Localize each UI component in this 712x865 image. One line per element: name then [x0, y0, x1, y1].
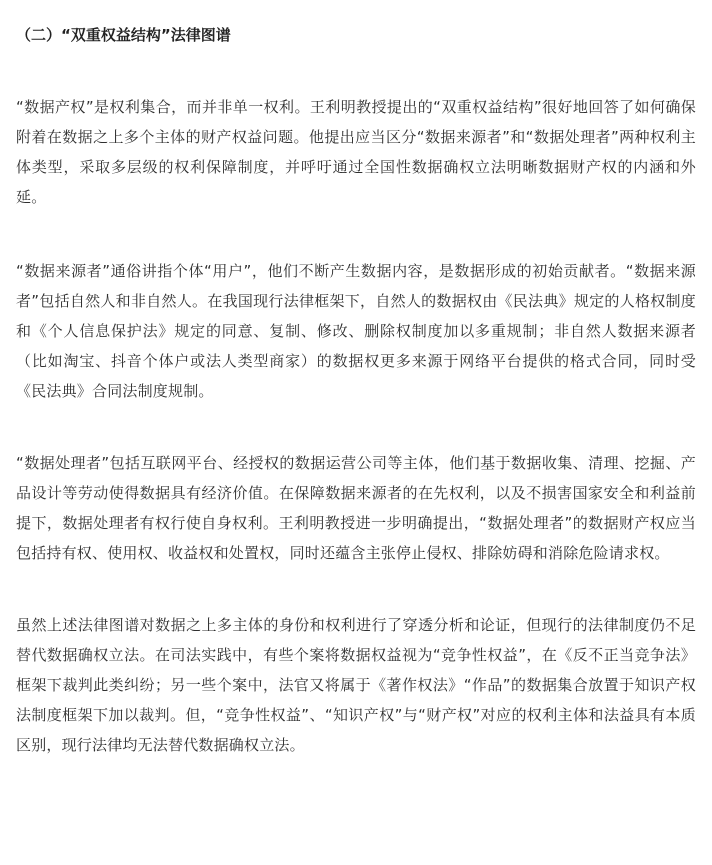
paragraph-legal-practice: 虽然上述法律图谱对数据之上多主体的身份和权利进行了穿透分析和论证，但现行的法律制度仍不足替代数据确权立法。在司法实践中，有些个案将数据权益视为“竞争性权益”，在《反不正当竞争法》框架下裁判此类纠纷；另一些个案中，法官又将属于《著作权法》“作品”的数据集合放置于知识产权法制度框架下加以裁判。但，“竞争性权益”、“知识产权”与“财产权”对应的权利主体和法益具有本质区别，现行法律均无法替代数据确权立法。 — [16, 616, 696, 754]
section-heading: （二）“双重权益结构”法律图谱 — [16, 26, 231, 44]
paragraph-data-source-party: “数据来源者”通俗讲指个体“用户”，他们不断产生数据内容，是数据形成的初始贡献者。“数据来源者”包括自然人和非自然人。在我国现行法律框架下，自然人的数据权由《民法典》规定的人格权制度和《个人信息保护法》规定的同意、复制、修改、删除权制度加以多重规制；非自然人数据来源者（比如淘宝、抖音个体户或法人类型商家）的数据权更多来源于网络平台提供的格式合同，同时受《民法典》合同法制度规制。 — [16, 262, 696, 400]
paragraph-data-processor: “数据处理者”包括互联网平台、经授权的数据运营公司等主体，他们基于数据收集、清理、挖掘、产品设计等劳动使得数据具有经济价值。在保障数据来源者的在先权利，以及不损害国家安全和利益前提下，数据处理者有权行使自身权利。王利明教授进一步明确提出，“数据处理者”的数据财产权应当包括持有权、使用权、收益权和处置权，同时还蕴含主张停止侵权、排除妨碍和消除危险请求权。 — [16, 454, 696, 562]
article-body — [16, 0, 696, 760]
paragraph-data-property-rights: “数据产权”是权利集合，而并非单一权利。王利明教授提出的“双重权益结构”很好地回答了如何确保附着在数据之上多个主体的财产权益问题。他提出应当区分“数据来源者”和“数据处理者”两种权利主体类型，采取多层级的权利保障制度，并呼吁通过全国性数据确权立法明晰数据财产权的内涵和外延。 — [16, 98, 696, 206]
